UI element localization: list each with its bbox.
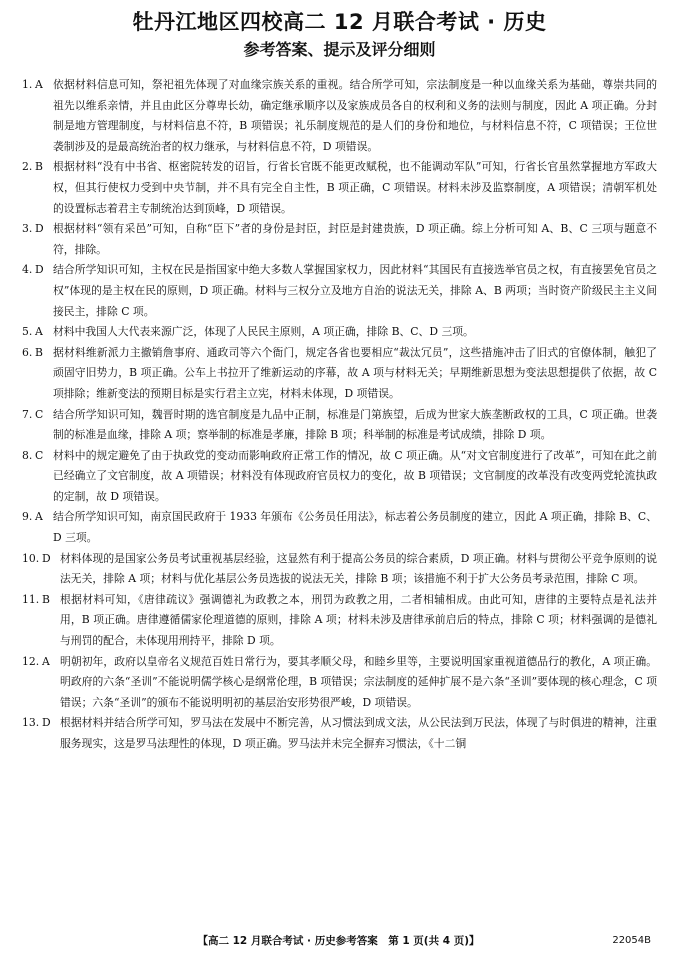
explanation-text: 依据材料信息可知，祭祀祖先体现了对血缘宗族关系的重视。结合所学可知，宗法制度是一种以血缘关系为基础，尊崇共同的祖先以维系亲情，并且由此区分尊卑长幼，确定继承顺序以及家族成员各自的权利和义务的法则与制度，因此 A 项正确。分封制是地方管理制度，与材料信息不符，B 项错误；礼乐制度规范的是人们的身份和地位，与材料信息不符，C 项错误；王位世袭制涉及的是最高统治者的权力继承，与材料信息不符，D 项错误。 [53,78,657,153]
answer-item [22,75,657,157]
answer-item [22,157,657,219]
answer-letter: A [35,510,43,524]
page-footer [0,931,677,951]
question-number: 1. [22,78,33,91]
answer-item [22,405,657,446]
answer-item [22,652,657,714]
answer-item [22,590,657,652]
answer-letter: D [42,551,51,565]
answer-letter: D [35,263,44,277]
question-number: 6. [22,345,33,359]
explanation-text: 材料体现的是国家公务员考试重视基层经验，这显然有利于提高公务员的综合素质，D 项正确。材料与贯彻公平竞争原则的说法无关，排除 A 项；材料与优化基层公务员选拔的说法无关，排除 B 项；该措施不利于扩大公务员考录范围，排除 C 项。 [60,551,657,586]
answer-letter: D [42,716,51,730]
explanation-text: 结合所学知识可知，南京国民政府于 1933 年颁布《公务员任用法》，标志着公务员制度的建立，因此 A 项正确，排除 B、C、D 三项。 [53,510,657,545]
explanation-text: 根据材料“领有采邑”可知，自称“臣下”者的身份是封臣，封臣是封建贵族，D 项正确。综上分析可知 A、B、C 三项与题意不符，排除。 [53,222,657,256]
page-subtitle: 参考答案、提示及评分细则 [243,40,436,59]
answer-list [22,75,657,755]
explanation-text: 根据材料“没有中书省、枢密院转发的诏旨，行省长官既不能更改赋税，也不能调动军队”可知，行省长官虽然掌握地方军政大权，但其行使权力受到中央节制，并不具有完全自主性，B 项正确，C 项错误。材料未涉及监察制度，A 项错误；清朝军机处的设置标志着君主专制统治达到顶峰，D 项错误。 [53,160,657,215]
explanation-text: 材料中的规定避免了由于执政党的变动而影响政府正常工作的情况，故 C 项正确。从“对文官制度进行了改革”，可知在此之前已经确立了文官制度，故 A 项错误；材料没有体现政府官员权力的变化，故 B 项错误；文官制度的改革没有改变两党轮流执政的定制，故 D 项错误。 [53,448,657,503]
explanation-text: 根据材料并结合所学可知，罗马法在发展中不断完善，从习惯法到成文法，从公民法到万民法，体现了与时俱进的精神，注重服务现实，这是罗马法理性的体现，D 项正确。罗马法并未完全摒弃习惯法，《十二铜 [60,716,657,750]
question-number: 2. [22,160,33,174]
question-number: 11. [22,592,40,606]
answer-letter: C [35,448,44,462]
question-number: 4. [22,263,33,277]
question-number: 12. [22,654,40,668]
explanation-text: 明朝初年，政府以皇帝名义规范百姓日常行为，要其孝顺父母，和睦乡里等，主要说明国家重视道德品行的教化，A 项正确。明政府的六条“圣训”不能说明儒学核心是纲常伦理，B 项错误；宗法制度的延伸扩展不是六条“圣训”要体现的核心理念，C 项错误；六条“圣训”的颁布不能说明明初的基层治安形势很严峻，D 项错误。 [60,654,657,709]
question-number: 9. [22,510,33,524]
answer-letter: D [35,222,44,236]
answer-item [22,260,657,322]
answer-letter: B [35,160,43,174]
answer-item [22,507,657,548]
explanation-text: 材料中我国人大代表来源广泛，体现了人民民主原则，A 项正确，排除 B、C、D 三项。 [53,325,474,339]
question-number: 7. [22,407,33,421]
footer-exam-code: 22054B [612,935,651,946]
explanation-text: 结合所学知识可知，主权在民是指国家中绝大多数人掌握国家权力，因此材料“其国民有直接选举官员之权，有直接罢免官员之权”体现的是主权在民的原则，D 项正确。材料与三权分立及地方自治的说法无关，排除 A、B 两项；当时资产阶级民主主义间接民主，排除 C 项。 [53,263,657,318]
answer-letter: A [35,325,43,339]
answer-letter: C [35,407,44,421]
answer-letter: B [42,592,50,606]
answer-letter: A [35,78,43,91]
answer-letter: A [42,654,50,668]
question-number: 3. [22,222,33,236]
answer-item [22,446,657,508]
answer-item [22,549,657,590]
question-number: 8. [22,448,33,462]
question-number: 5. [22,325,33,339]
answer-item [22,322,657,343]
answer-item [22,713,657,754]
answer-letter: B [35,345,43,359]
answer-item [22,219,657,260]
explanation-text: 根据材料可知，《唐律疏议》强调德礼为政教之本，刑罚为政教之用，二者相辅相成。由此可知，唐律的主要特点是礼法并用，B 项正确。唐律遵循儒家伦理道德的原则，排除 A 项；材料未涉及唐律承前启后的特点，排除 C 项；材料强调的是德礼与刑罚的配合，未体现用刑持平，排除 D 项。 [60,592,657,648]
footer-page-info: 【高二 12 月联合考试 · 历史参考答案 第 1 页(共 4 页)】 [197,935,480,947]
explanation-text: 结合所学知识可知，魏晋时期的选官制度是九品中正制，标准是门第族望，后成为世家大族垄断政权的工具，C 项正确。世袭制的标准是血缘，排除 A 项；察举制的标准是孝廉，排除 B 项；科举制的标准是考试成绩，排除 D 项。 [53,407,657,442]
explanation-text: 据材料维新派力主撤销詹事府、通政司等六个衙门，规定各省也要相应“裁汰冗员”，这些措施冲击了旧式的官僚体制，触犯了顽固守旧势力，B 项正确。公车上书拉开了维新运动的序幕，故 A 项与材料无关；早期维新思想为变法思想提供了依据，故 C 项排除；维新变法的预期目标是实行君主立宪，材料未体现，D 项错误。 [53,345,657,400]
question-number: 10. [22,551,40,565]
page-title: 牡丹江地区四校高二 12 月联合考试 · 历史 [132,10,547,34]
question-number: 13. [22,716,40,730]
answer-item [22,343,657,405]
